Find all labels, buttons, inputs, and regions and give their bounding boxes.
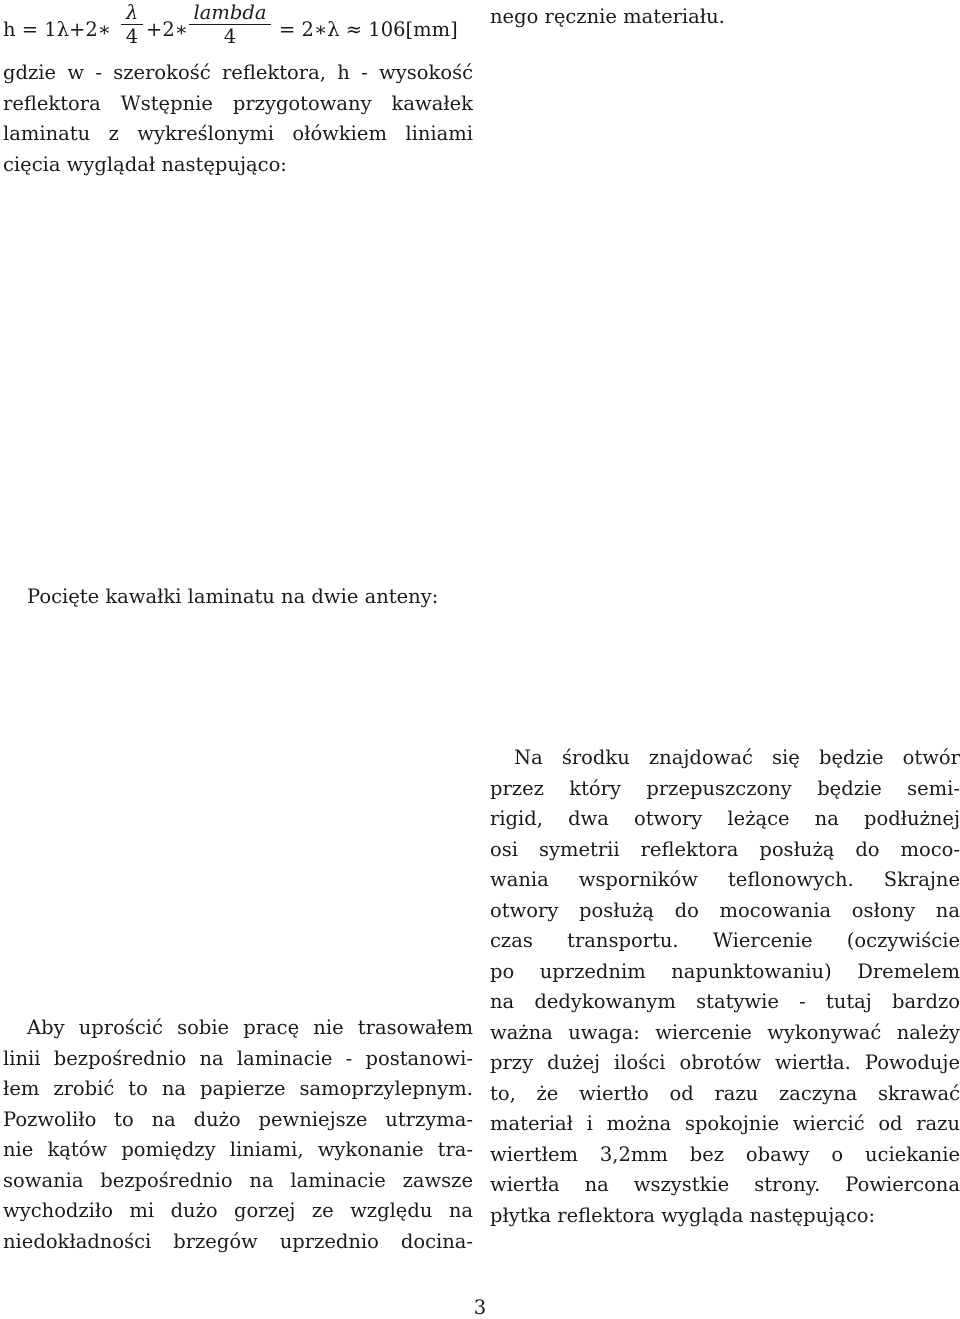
- formula-fraction-1: [121, 2, 143, 48]
- text-line: po uprzednim napunktowaniu) Dremelem: [490, 959, 960, 983]
- text-line: reflektora Wstępnie przygotowany kawałek: [3, 91, 473, 115]
- text-line: materiał i można spokojnie wiercić od razu: [490, 1112, 960, 1135]
- text-line: wiertłem 3,2mm bez obawy o uciekanie: [490, 1142, 960, 1166]
- text-line: otwory posłużą do mocowania osłony na: [490, 898, 960, 922]
- formula-lhs: h = 1λ+2∗: [3, 18, 112, 41]
- laminate-photo-area: [3, 190, 473, 570]
- template-photo-area: [490, 40, 955, 730]
- page-number: 3: [473, 1296, 487, 1319]
- left-paragraph-cut-pieces: [27, 582, 477, 613]
- fraction-1-numerator: λ: [125, 1, 139, 24]
- text-line: Aby uprościć sobie pracę nie trasowałem: [27, 1016, 473, 1039]
- text-line: rigid, dwa otwory leżące na podłużnej: [490, 807, 960, 830]
- fraction-2-denominator: 4: [223, 25, 237, 48]
- text-line: cięcia wyglądał następująco:: [3, 152, 287, 176]
- text-line: gdzie w - szerokość reflektora, h - wysokość: [3, 61, 473, 84]
- text-line: osi symetrii reflektora posłużą do moco-: [490, 837, 960, 861]
- text-line: przy dużej ilości obrotów wiertła. Powoduje: [490, 1051, 960, 1074]
- text-line: przez który przepuszczony będzie semi-: [490, 776, 960, 800]
- formula-mid: +2∗: [146, 18, 188, 41]
- text-line: wania wsporników teflonowych. Skrajne: [490, 868, 960, 891]
- text-line: nego ręcznie materiału.: [490, 5, 725, 28]
- formula-rhs: = 2∗λ ≈ 106[mm]: [279, 18, 458, 41]
- text-line: wychodziło mi dużo gorzej ze względu na: [3, 1199, 473, 1222]
- left-paragraph-definitions: [3, 58, 473, 180]
- text-line: laminatu z wykreślonymi ołówkiem liniami: [3, 122, 473, 145]
- text-line: płytka reflektora wygląda następująco:: [490, 1203, 876, 1227]
- fraction-2-numerator: lambda: [193, 1, 267, 24]
- text-line: sowania bezpośrednio na laminacie zawsze: [3, 1168, 473, 1192]
- text-line: linii bezpośrednio na laminacie - postanowi-: [3, 1046, 473, 1070]
- reflector-height-formula: [3, 2, 473, 60]
- text-line: Pocięte kawałki laminatu na dwie anteny:: [27, 585, 439, 608]
- text-line: Pozwoliło to na dużo pewniejsze utrzyma-: [3, 1107, 473, 1131]
- cut-pieces-photo-area: [3, 625, 473, 945]
- fraction-1-denominator: 4: [125, 25, 139, 48]
- right-paragraph-continuation: [490, 2, 955, 33]
- right-paragraph-drilling: [490, 743, 960, 1231]
- text-line: Na środku znajdować się będzie otwór: [514, 746, 960, 769]
- text-line: wiertła na wszystkie strony. Powiercona: [490, 1173, 960, 1196]
- text-line: niedokładności brzegów uprzednio docina-: [3, 1229, 473, 1253]
- text-line: łem zrobić to na papierze samoprzylepnym.: [3, 1077, 473, 1100]
- text-line: na dedykowanym statywie - tutaj bardzo: [490, 990, 960, 1013]
- text-line: czas transportu. Wiercenie (oczywiście: [490, 929, 960, 952]
- text-line: nie kątów pomiędzy liniami, wykonanie tra-: [3, 1138, 473, 1161]
- left-paragraph-sticker-method: [3, 1013, 473, 1257]
- text-line: ważna uwaga: wiercenie wykonywać należy: [490, 1020, 960, 1044]
- text-line: to, że wiertło od razu zaczyna skrawać: [490, 1081, 960, 1105]
- formula-fraction-2: [189, 2, 271, 48]
